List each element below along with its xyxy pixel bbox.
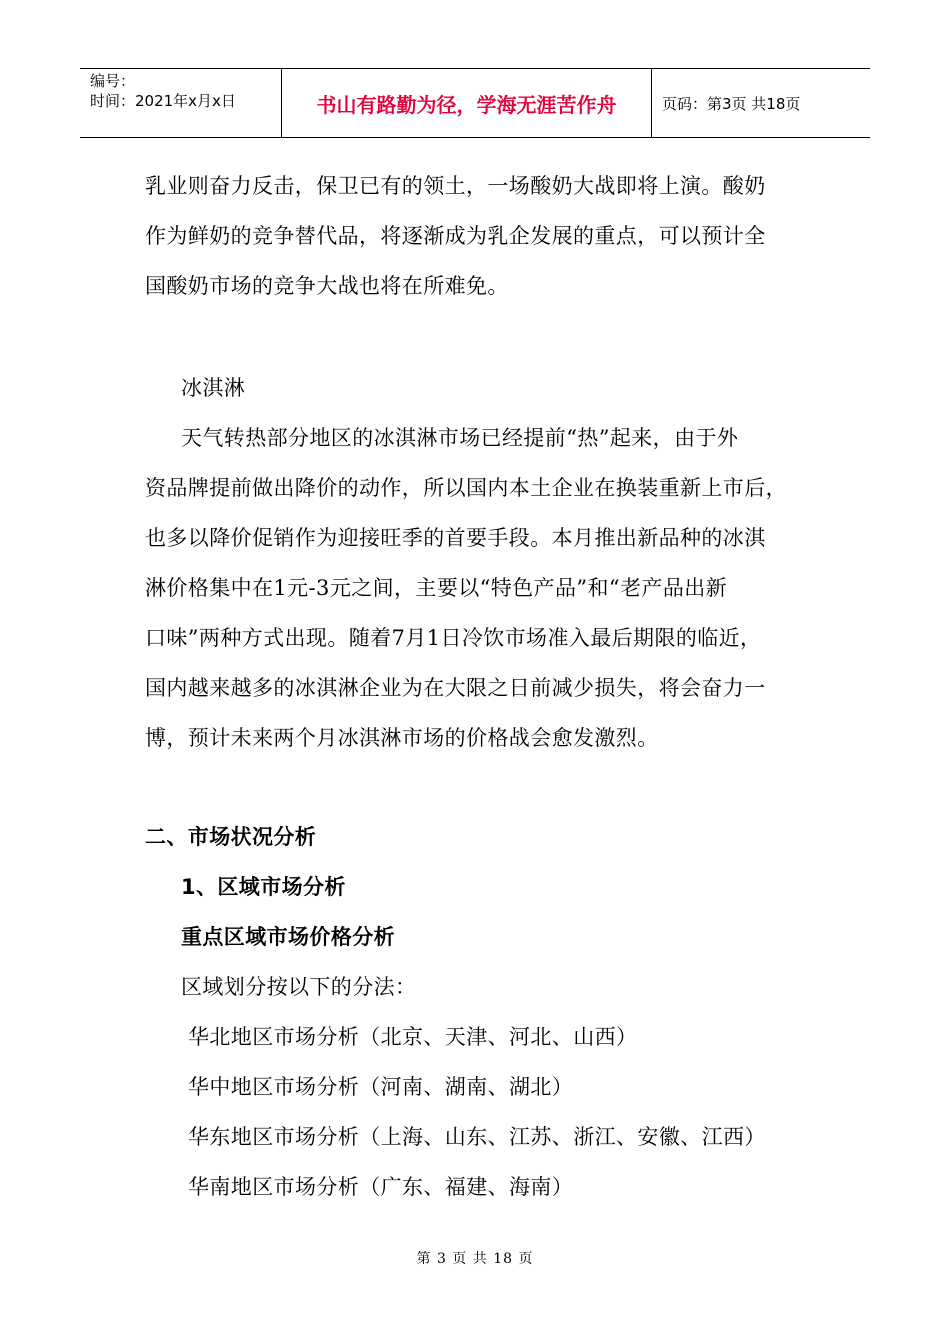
header-motto: 书山有路勤为径，学海无涯苦作舟 — [282, 69, 652, 137]
region-east: 华东地区市场分析（上海、山东、江苏、浙江、安徽、江西） — [188, 1125, 766, 1149]
region-north: 华北地区市场分析（北京、天津、河北、山西） — [188, 1025, 638, 1049]
section-subtitle: 1、区域市场分析 — [181, 875, 346, 899]
header-date-label: 时间：2021年x月x日 — [90, 92, 236, 110]
header-number-label: 编号： — [90, 72, 136, 90]
icecream-line-7: 博，预计未来两个月冰淇淋市场的价格战会愈发激烈。 — [145, 726, 659, 750]
yogurt-line-2: 作为鲜奶的竞争替代品，将逐渐成为乳企发展的重点，可以预计全 — [145, 224, 766, 248]
header-meta — [80, 69, 282, 137]
page-header — [80, 68, 870, 138]
region-central: 华中地区市场分析（河南、湖南、湖北） — [188, 1075, 574, 1099]
icecream-line-4: 淋价格集中在1元-3元之间，主要以“特色产品”和“老产品出新 — [145, 576, 728, 600]
section-intro: 区域划分按以下的分法： — [181, 975, 417, 999]
yogurt-line-3: 国酸奶市场的竞争大战也将在所难免。 — [145, 274, 509, 298]
icecream-line-2: 资品牌提前做出降价的动作，所以国内本土企业在换装重新上市后， — [145, 476, 787, 500]
icecream-line-6: 国内越来越多的冰淇淋企业为在大限之日前减少损失，将会奋力一 — [145, 676, 766, 700]
section-subheading: 重点区域市场价格分析 — [181, 925, 395, 949]
icecream-line-3: 也多以降价促销作为迎接旺季的首要手段。本月推出新品种的冰淇 — [145, 526, 766, 550]
icecream-title: 冰淇淋 — [181, 376, 246, 400]
section-title: 二、市场状况分析 — [145, 825, 317, 849]
header-page-label: 页码：第3页 共18页 — [662, 94, 801, 113]
icecream-line-1: 天气转热部分地区的冰淇淋市场已经提前“热”起来，由于外 — [181, 426, 739, 450]
region-south: 华南地区市场分析（广东、福建、海南） — [188, 1175, 574, 1199]
page-footer: 第 3 页 共 18 页 — [416, 1251, 534, 1267]
yogurt-line-1: 乳业则奋力反击，保卫已有的领土，一场酸奶大战即将上演。酸奶 — [145, 174, 766, 198]
icecream-line-5: 口味”两种方式出现。随着7月1日冷饮市场准入最后期限的临近， — [145, 626, 762, 650]
